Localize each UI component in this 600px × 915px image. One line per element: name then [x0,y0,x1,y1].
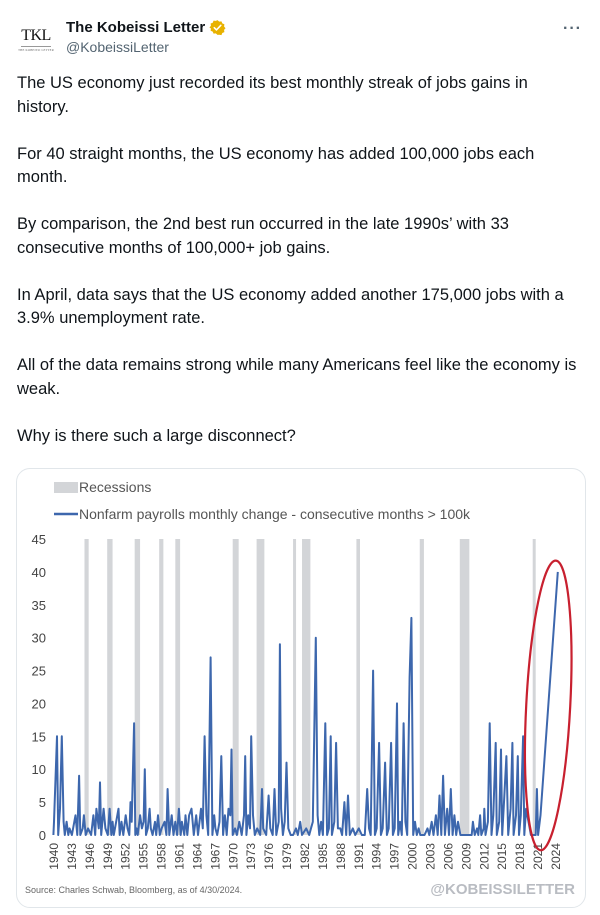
author-display-name[interactable]: The Kobeissi Letter [66,19,206,36]
x-tick-label: 2006 [441,843,456,870]
y-tick-label: 10 [31,762,46,778]
recession-bar [107,539,112,835]
x-tick-label: 2012 [477,843,492,870]
chart-watermark: @KOBEISSILETTER [430,881,575,898]
y-tick-label: 45 [31,532,46,547]
y-tick-label: 5 [38,795,46,811]
avatar[interactable] [14,18,58,62]
x-tick-label: 2024 [549,843,564,870]
recession-bar [233,539,239,835]
recession-bar [460,539,470,835]
x-tick-label: 1961 [172,843,187,870]
x-tick-label: 1997 [387,843,402,870]
y-tick-label: 15 [31,729,46,745]
x-tick-label: 1967 [208,843,223,870]
x-tick-label: 2015 [495,843,510,870]
x-tick-label: 1949 [100,843,115,870]
tweet-paragraph: All of the data remains strong while many Americans feel like the economy is weak. [17,356,577,398]
x-tick-label: 1991 [351,843,366,870]
x-tick-label: 2018 [513,843,528,870]
y-tick-label: 25 [31,663,46,679]
x-tick-label: 1976 [262,843,277,870]
x-tick-label: 2003 [423,843,438,870]
x-tick-label: 1988 [333,843,348,870]
author-name-row [66,19,226,36]
x-tick-label: 1955 [136,843,151,870]
x-tick-label: 1985 [315,843,330,870]
recession-bar [302,539,310,835]
x-tick-label: 1943 [64,843,79,870]
recession-bar [420,539,424,835]
x-tick-label: 1970 [226,843,241,870]
legend-recession-swatch [54,482,78,493]
legend-payrolls-label: Nonfarm payrolls monthly change - consecutive months > 100k [79,506,471,522]
tweet-header [14,16,586,60]
recession-bar [533,539,536,835]
x-tick-label: 1940 [47,843,61,870]
tweet-paragraph: Why is there such a large disconnect? [17,426,296,445]
recession-bar [159,539,163,835]
x-tick-label: 2009 [459,843,474,870]
avatar-logo-rule [21,46,51,47]
y-tick-label: 40 [31,564,46,580]
recession-bar [84,539,88,835]
author-handle[interactable]: @KobeissiLetter [66,39,169,55]
recession-bar [293,539,296,835]
y-tick-label: 20 [31,696,46,712]
tweet-paragraph: For 40 straight months, the US economy has added 100,000 jobs each month. [17,144,535,186]
tweet-paragraph: The US economy just recorded its best monthly streak of jobs gains in history. [17,74,528,116]
x-tick-label: 1982 [298,843,313,870]
avatar-logo-subtext: THE KOBEISSI LETTER [18,48,54,52]
payrolls-chart [17,469,586,908]
x-tick-label: 1952 [118,843,133,870]
x-tick-label: 2021 [531,843,546,870]
tweet-paragraph: By comparison, the 2nd best run occurred in the late 1990s’ with 33 consecutive months of 100,000+ job gains. [17,215,509,257]
tweet-media-chart[interactable] [16,468,586,908]
x-tick-label: 1979 [280,843,295,870]
x-tick-label: 1964 [190,843,205,870]
chart-source-note: Source: Charles Schwab, Bloomberg, as of 4/30/2024. [25,885,243,895]
y-tick-label: 35 [31,597,46,613]
verified-badge-icon [209,19,226,36]
more-options-icon[interactable]: ··· [563,20,582,37]
x-tick-label: 2000 [405,843,420,870]
y-tick-label: 30 [31,630,46,646]
x-tick-label: 1958 [154,843,169,870]
recession-bar [257,539,265,835]
tweet-paragraph: In April, data says that the US economy added another 175,000 jobs with a 3.9% unemployment rate. [17,285,564,327]
recession-bar [175,539,180,835]
x-tick-label: 1994 [369,843,384,870]
y-tick-label: 0 [38,828,46,843]
avatar-logo-text: TKL [21,27,51,44]
x-tick-label: 1946 [82,843,97,870]
legend-recession-label: Recessions [79,479,152,495]
tweet-text [17,72,583,472]
recession-bar [356,539,360,835]
x-tick-label: 1973 [244,843,259,870]
